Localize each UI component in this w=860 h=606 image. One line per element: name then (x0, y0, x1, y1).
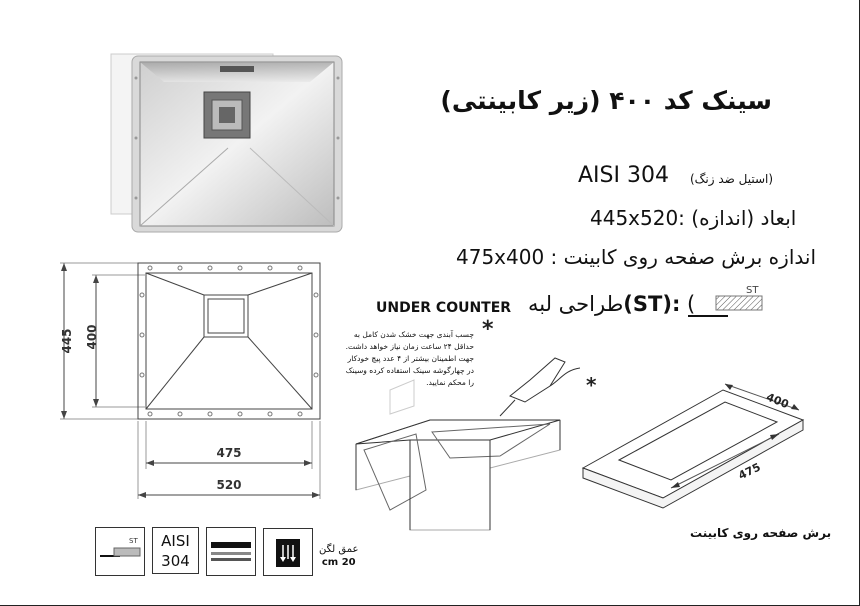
sink-photo (110, 48, 346, 238)
width-outer-label: 520 (216, 478, 242, 492)
thickness-icon (207, 528, 255, 575)
edge-design-text: طراحی لبه (528, 292, 624, 316)
dimensions-line: 445x520: ابعاد (اندازه) (590, 206, 797, 230)
aisi-badge-line2: 304 (161, 552, 190, 570)
st-edge-icon (688, 282, 768, 322)
asterisk-bottom: * (586, 373, 597, 396)
height-inner-label: 400 (85, 324, 99, 350)
depth-value: 20 cm (321, 557, 356, 568)
under-counter-label: UNDER COUNTER (376, 300, 512, 316)
aisi-badge-line1: AISI (161, 532, 190, 550)
cutout-depth-label: 400 (764, 390, 791, 412)
cutout-caption: برش صفحه روی کابینت (690, 526, 832, 540)
aisi-badge (152, 527, 199, 574)
thickness-badge (206, 527, 256, 576)
product-title: سینک کد ۴۰۰ (زیر کابینتی) (440, 86, 772, 115)
countertop-cutout (575, 376, 815, 516)
asterisk-top: * (482, 317, 494, 342)
technical-drawing (50, 255, 340, 505)
install-note: چسب آبندی جهت خشک شدن کامل به حداقل ۲۴ ساعت زمان نیاز خواهد داشت. جهت اطمینان بیشتر از ۴ عدد پیچ خودکار در چهارگوشه سینک استفاده کرده وسینک را محکم نمایید. (345, 330, 474, 387)
material-code: AISI 304 (578, 163, 669, 188)
depth-label: عمق لگن (319, 544, 359, 555)
depth-icon (264, 529, 312, 575)
st-icon-label: ST (746, 285, 759, 296)
st-badge-label: ST (129, 537, 138, 545)
depth-caption (319, 543, 358, 569)
st-badge-icon (96, 528, 144, 575)
height-outer-label: 445 (60, 328, 74, 354)
cutout-width-label: 475 (736, 460, 763, 483)
depth-badge (263, 528, 313, 576)
width-inner-label: 475 (216, 446, 242, 460)
cutout-line: 475x400 : اندازه برش صفحه روی کابینت (456, 245, 816, 269)
material-label: (استیل ضد زنگ) (690, 172, 774, 186)
installation-illustration (350, 340, 580, 540)
edge-design-code: (ST): (623, 292, 681, 316)
st-badge (95, 527, 145, 576)
edge-design-label: طراحی لبه(ST): ( (528, 292, 696, 316)
